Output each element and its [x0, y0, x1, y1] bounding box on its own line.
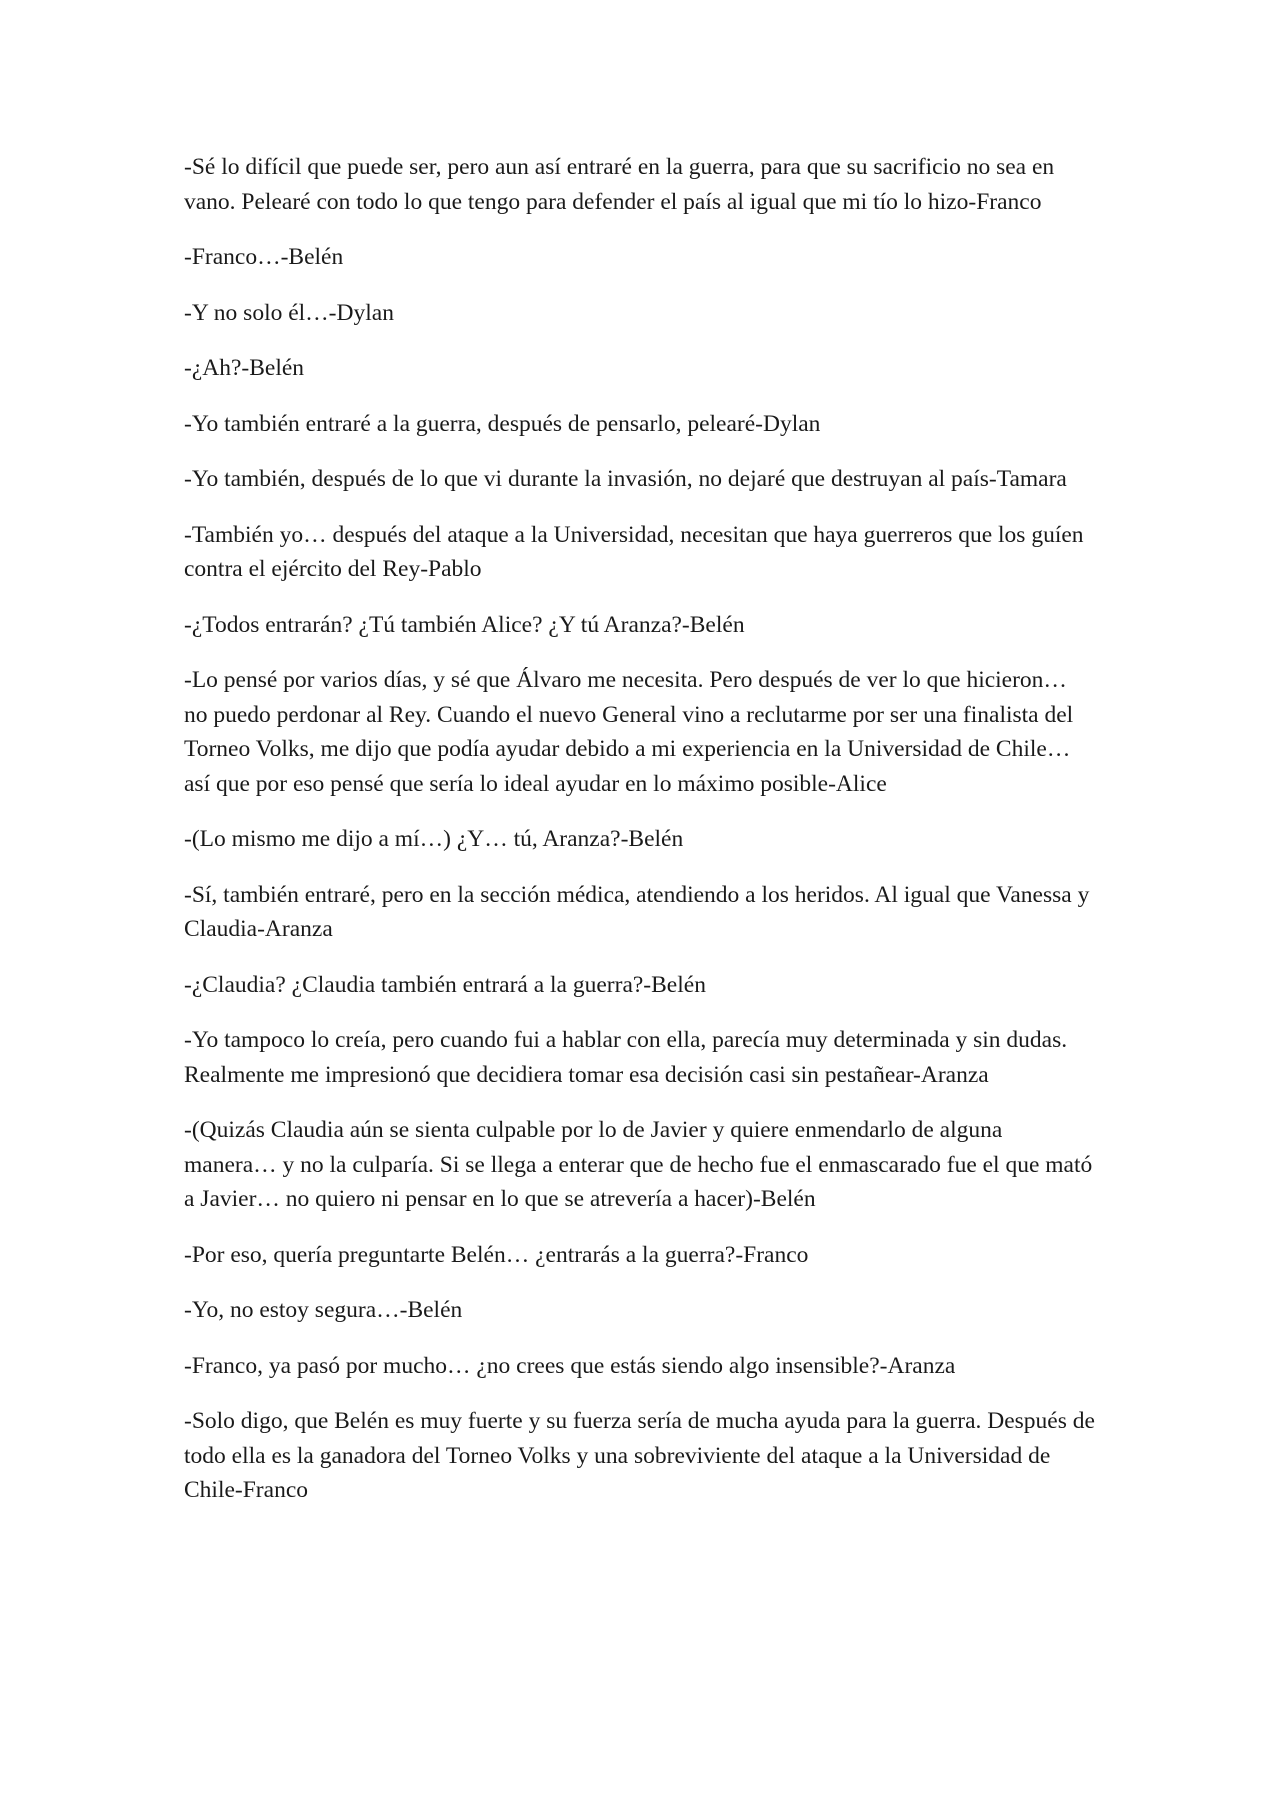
paragraph: -Franco, ya pasó por mucho… ¿no crees que estás siendo algo insensible?-Aranza	[184, 1352, 956, 1379]
paragraph: -Yo también, después de lo que vi durante la invasión, no dejaré que destruyan al país-Tamara	[184, 466, 1067, 492]
paragraph: -¿Claudia? ¿Claudia también entrará a la guerra?-Belén	[184, 971, 706, 998]
paragraph: -¿Todos entrarán? ¿Tú también Alice? ¿Y tú Aranza?-Belén	[184, 611, 745, 638]
paragraph: -Por eso, quería preguntarte Belén… ¿entrarás a la guerra?-Franco	[184, 1241, 809, 1268]
paragraph: -También yo… después del ataque a la Universidad, necesitan que haya guerreros que los guíen contra el ejército del Rey-Pablo	[184, 521, 1084, 582]
paragraph: -Franco…-Belén	[184, 244, 344, 270]
paragraph: -Lo pensé por varios días, y sé que Álvaro me necesita. Pero después de ver lo que hicieron… no puedo perdonar al Rey. Cuando el nuevo General vino a reclutarme por ser una finalista del Torneo Volks, me dijo que podía ayudar debido a mi experiencia en la Universidad de Chile… así que por eso pensé que sería lo ideal ayudar en lo máximo posible-Alice	[184, 667, 1074, 797]
paragraph: -Yo tampoco lo creía, pero cuando fui a hablar con ella, parecía muy determinada y sin dudas. Realmente me impresionó que decidiera tomar esa decisión casi sin pestañear-Aranza	[184, 1027, 1068, 1088]
paragraph: -Sí, también entraré, pero en la sección médica, atendiendo a los heridos. Al igual que Vanessa y Claudia-Aranza	[184, 881, 1090, 942]
paragraph: -(Quizás Claudia aún se sienta culpable por lo de Javier y quiere enmendarlo de alguna manera… y no la culparía. Si se llega a enterar que de hecho fue el enmascarado fue el que mató a Javier… no quiero ni pensar en lo que se atrevería a hacer)-Belén	[184, 1117, 1093, 1212]
paragraph: -Sé lo difícil que puede ser, pero aun así entraré en la guerra, para que su sacrificio no sea en vano. Pelearé con todo lo que tengo para defender el país al igual que mi tío lo hizo-Franco	[184, 154, 1055, 215]
paragraph: -Yo también entraré a la guerra, después de pensarlo, pelearé-Dylan	[184, 410, 821, 437]
paragraph: -¿Ah?-Belén	[184, 355, 305, 381]
paragraph: -Solo digo, que Belén es muy fuerte y su fuerza sería de mucha ayuda para la guerra. Después de todo ella es la ganadora del Torneo Volks y una sobreviviente del ataque a la Universidad de Chile-Franco	[184, 1408, 1095, 1503]
document-body	[184, 150, 1096, 1529]
paragraph: -Y no solo él…-Dylan	[184, 299, 394, 326]
paragraph: -(Lo mismo me dijo a mí…) ¿Y… tú, Aranza?-Belén	[184, 826, 684, 852]
paragraph: -Yo, no estoy segura…-Belén	[184, 1297, 463, 1323]
